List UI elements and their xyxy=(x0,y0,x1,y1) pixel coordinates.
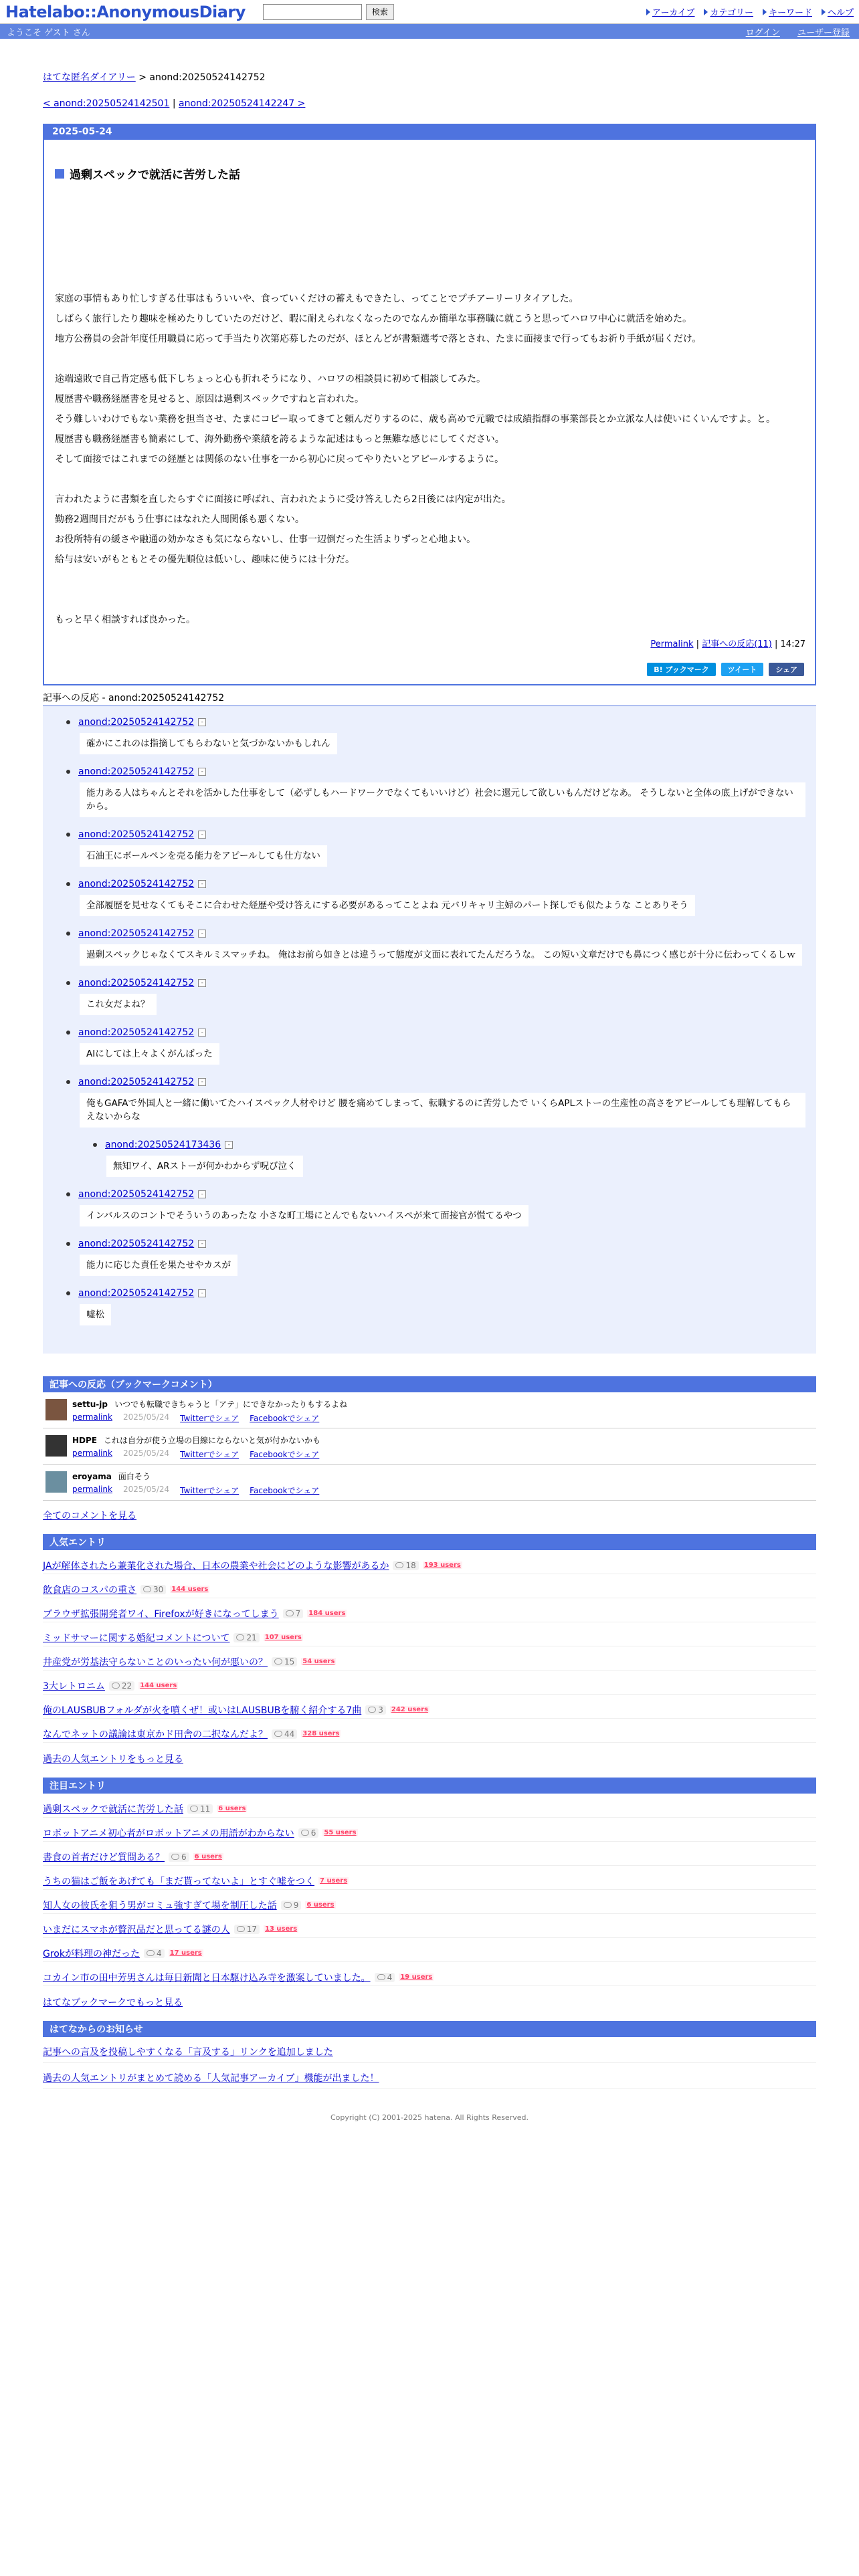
reply-item xyxy=(76,1288,805,1325)
comment-count xyxy=(233,1633,259,1642)
entry-row xyxy=(43,1581,816,1598)
reply-header xyxy=(76,1288,805,1299)
bookmark-twitter-link[interactable]: Twitterでシェア xyxy=(180,1450,240,1459)
comment-count-value: 6 xyxy=(310,1828,316,1838)
reply-text: 能力ある人はちゃんとそれを活かした仕事をして（必ずしもハードワークでなくてもいいけど）社会に還元して欲しいもんだけどなあ。 そうしないと全体の底上げができないから。 xyxy=(80,782,805,817)
all-comments-link[interactable]: 全てのコメントを見る xyxy=(43,1511,136,1521)
twitter-share-button[interactable]: ツイート xyxy=(721,663,763,676)
reply-text: AIにしては上々よくがんばった xyxy=(80,1043,219,1065)
register-link[interactable]: ユーザー登録 xyxy=(797,27,850,38)
comment-count xyxy=(272,1729,297,1739)
comment-bubble-icon xyxy=(171,1854,179,1860)
reply-text: 全部履歴を見せなくてもそこに合わせた経歴や受け答えにする必要があるってことよね 元バリキャリ主婦のパート探しでも似たような ことありそう xyxy=(80,895,695,916)
prev-entry-link[interactable]: < anond:20250524142501 xyxy=(43,98,170,109)
article-meta: Permalink | 記事への反応(11) | 14:27 xyxy=(650,639,805,649)
reply-item xyxy=(76,1027,805,1065)
reply-link[interactable]: anond:20250524142752 xyxy=(78,879,195,889)
comment-count-value: 4 xyxy=(156,1948,162,1958)
reply-item xyxy=(76,879,805,916)
bookmark-users-badge[interactable]: 6 users xyxy=(218,1805,246,1812)
search-form xyxy=(263,4,394,20)
next-entry-link[interactable]: anond:20250524142247 > xyxy=(179,98,306,109)
nav-keyword[interactable] xyxy=(763,5,812,18)
bookmark-users-badge[interactable]: 6 users xyxy=(194,1853,222,1860)
popular-list xyxy=(43,1557,816,1743)
reply-item xyxy=(76,1189,805,1226)
popular-heading: 人気エントリ xyxy=(43,1534,816,1550)
popular-more-link[interactable]: 過去の人気エントリをもっと見る xyxy=(43,1754,183,1765)
reply-item xyxy=(76,717,805,754)
comment-count xyxy=(375,1973,395,1982)
bookmark-facebook-link[interactable]: Facebookでシェア xyxy=(250,1414,320,1423)
nav-help-label: ヘルプ xyxy=(827,8,854,18)
facebook-share-button[interactable]: シェア xyxy=(769,663,804,676)
reply-item xyxy=(76,1077,805,1177)
top-nav xyxy=(646,5,854,18)
entry-row xyxy=(43,1701,816,1719)
article-time: 14:27 xyxy=(780,639,805,649)
reply-text: 能力に応じた責任を果たせやカスが xyxy=(80,1255,237,1276)
bookmark-users-badge[interactable]: 144 users xyxy=(171,1586,209,1593)
news-heading: はてなからのお知らせ xyxy=(43,2021,816,2037)
comment-count xyxy=(393,1561,418,1570)
notable-heading: 注目エントリ xyxy=(43,1778,816,1794)
notable-entries xyxy=(43,1778,816,2009)
entry-row xyxy=(43,1921,816,1938)
main-content xyxy=(0,70,859,2122)
collapse-icon[interactable]: - xyxy=(198,831,206,839)
bookmark-users-badge[interactable]: 184 users xyxy=(308,1610,346,1617)
reactions-link[interactable]: 記事への反応(11) xyxy=(702,639,772,649)
reply-text: これ女だよね？ xyxy=(80,994,157,1015)
bookmark-date: 2025/05/24 xyxy=(123,1485,170,1494)
article xyxy=(43,124,816,685)
bookmark-date: 2025/05/24 xyxy=(123,1412,170,1422)
bookmark-comment: これは自分が使う立場の目線にならないと気が付かないかも xyxy=(104,1436,321,1445)
pager-sep: | xyxy=(169,98,179,109)
bookmark-permalink[interactable]: permalink xyxy=(72,1448,112,1458)
bookmark-comment: いつでも転職できちゃうと「アテ」にできなかったりもするよね xyxy=(114,1400,347,1409)
nav-category-label: カテゴリー xyxy=(710,8,753,18)
reply-link[interactable]: anond:20250524142752 xyxy=(78,1239,195,1249)
collapse-icon[interactable]: - xyxy=(198,1078,206,1086)
reply-header xyxy=(76,1027,805,1038)
bookmark-permalink[interactable]: permalink xyxy=(72,1485,112,1494)
entry-row xyxy=(43,1800,816,1818)
welcome-bar xyxy=(0,24,859,39)
comment-count-value: 11 xyxy=(200,1804,211,1814)
site-logo[interactable]: Hatelabo::AnonymousDiary xyxy=(5,2,246,21)
nav-archive-label: アーカイブ xyxy=(652,8,695,18)
comment-bubble-icon xyxy=(377,1974,385,1980)
arrow-right-icon xyxy=(704,9,708,15)
article-paragraph: 履歴書や職務経歴書を見せると、原因は過剰スペックですねと言われた。 xyxy=(55,394,364,405)
comment-count-value: 17 xyxy=(246,1924,258,1934)
permalink-link[interactable]: Permalink xyxy=(650,639,694,649)
bookmark-date: 2025/05/24 xyxy=(123,1448,170,1458)
nested-replies xyxy=(102,1140,805,1177)
reply-link[interactable]: anond:20250524142752 xyxy=(78,829,195,840)
comment-count xyxy=(234,1925,260,1934)
bookmark-user[interactable]: HDPE xyxy=(72,1436,97,1445)
entry-row xyxy=(43,1872,816,1890)
bookmark-body xyxy=(72,1470,319,1497)
article-paragraph: 地方公務員の会計年度任用職員に応って手当たり次第応募したのだが、ほとんどが書類選考で落とされ、たまに面接まで行ってもお祈り手紙が届くだけ。 xyxy=(55,334,702,344)
pager xyxy=(43,98,816,109)
reply-text: 無知ワイ、ARストーが何かわからず呪び泣く xyxy=(106,1156,303,1177)
entry-title-link[interactable]: ミッドサマーに関する婚紀コメントについて xyxy=(43,1632,230,1644)
entry-title-link[interactable]: 過剰スペックで就活に苦労した話 xyxy=(43,1804,183,1815)
welcome-text: ようこそ ゲスト さん xyxy=(7,27,90,38)
article-date: 2025-05-24 xyxy=(44,124,815,140)
avatar[interactable] xyxy=(45,1435,67,1457)
entry-title-link[interactable]: いまだにスマホが贅沢品だと思ってる謎の人 xyxy=(43,1924,230,1935)
arrow-right-icon xyxy=(822,9,826,15)
news-link[interactable]: 過去の人気エントリがまとめて読める「人気記事アーカイブ」機能が出ました！ xyxy=(43,2073,379,2084)
entry-title-link[interactable]: 3大レトロニム xyxy=(43,1681,105,1692)
comment-count-value: 30 xyxy=(153,1584,164,1594)
bookmark-users-badge[interactable]: 107 users xyxy=(264,1634,302,1641)
comment-count-value: 15 xyxy=(284,1656,295,1667)
replies-list xyxy=(43,706,816,1354)
entry-row xyxy=(43,1557,816,1574)
comment-count xyxy=(169,1852,189,1862)
share-buttons xyxy=(44,663,815,676)
search-button[interactable]: 検索 xyxy=(366,4,394,20)
bookmark-body xyxy=(72,1398,347,1425)
bookmark-users-badge[interactable]: 242 users xyxy=(391,1706,428,1713)
reply-link[interactable]: anond:20250524142752 xyxy=(78,928,195,939)
comment-count xyxy=(109,1681,134,1691)
title-square-icon xyxy=(55,169,64,179)
reply-header xyxy=(76,1077,805,1087)
article-title xyxy=(55,165,815,182)
article-paragraph xyxy=(55,570,815,590)
comment-count-value: 4 xyxy=(387,1972,393,1982)
bookmark-twitter-link[interactable]: Twitterでシェア xyxy=(180,1486,240,1495)
entry-row xyxy=(43,1653,816,1671)
entry-title-link[interactable]: Grokが料理の神だった xyxy=(43,1948,140,1959)
comment-count-value: 6 xyxy=(181,1852,187,1862)
collapse-icon[interactable]: - xyxy=(198,880,206,888)
collapse-icon[interactable]: - xyxy=(198,718,206,726)
reply-item xyxy=(76,766,805,817)
comment-bubble-icon xyxy=(112,1683,120,1689)
bookmark-facebook-link[interactable]: Facebookでシェア xyxy=(250,1450,320,1459)
comment-bubble-icon xyxy=(274,1658,282,1665)
article-title-text: 過剰スペックで就活に苦労した話 xyxy=(70,169,240,182)
entry-row xyxy=(43,1969,816,1986)
reply-text: 俺もGAFAで外国人と一緒に働いてたハイスペック人材やけど 腰を痛めてしまって、転職するのに苦労したで いくらAPLストーの生産性の高さをアピールしても理解してもらえないからな xyxy=(80,1093,805,1128)
bookmark-list xyxy=(43,1392,816,1501)
comment-bubble-icon xyxy=(286,1610,294,1616)
entry-row xyxy=(43,1848,816,1866)
bookmark-row xyxy=(43,1465,816,1501)
bookmark-comments xyxy=(43,1376,816,1501)
article-body xyxy=(55,289,815,630)
reply-header xyxy=(76,978,805,988)
collapse-icon[interactable]: - xyxy=(198,1289,206,1297)
comment-bubble-icon xyxy=(301,1830,309,1836)
bookmark-row xyxy=(43,1392,816,1428)
bookmark-heading: 記事への反応（ブックマークコメント） xyxy=(43,1376,816,1392)
news-link[interactable]: 記事への言及を投稿しやすくなる「言及する」リンクを追加しました xyxy=(43,2047,333,2058)
article-paragraph: 途端遠敗で自己肯定感も低下しちょっと心も折れそうになり、ハロワの相談員に初めて相談してみた。 xyxy=(55,374,486,385)
breadcrumb xyxy=(43,70,816,84)
bookmark-user[interactable]: settu-jp xyxy=(72,1400,108,1409)
bookmark-facebook-link[interactable]: Facebookでシェア xyxy=(250,1486,320,1495)
entry-title-link[interactable]: 知人女の彼氏を狙う男がコミュ強すぎて場を制圧した話 xyxy=(43,1900,277,1911)
reply-link[interactable]: anond:20250524142752 xyxy=(78,766,195,777)
comment-bubble-icon xyxy=(147,1950,155,1956)
entry-title-link[interactable]: うちの猫はご飯をあげても「まだ貰ってないよ」とすぐ嘘をつく xyxy=(43,1876,314,1887)
replies-heading: 記事への反応 - anond:20250524142752 xyxy=(43,691,816,706)
reply-link[interactable]: anond:20250524142752 xyxy=(78,1077,195,1087)
bookmark-users-badge[interactable]: 55 users xyxy=(324,1829,357,1836)
comment-bubble-icon xyxy=(237,1926,245,1932)
comment-count xyxy=(298,1828,319,1838)
entry-title-link[interactable]: コカイン市の田中芳男さんは毎日新聞と日本駆け込み寺を激案していました。 xyxy=(43,1972,371,1983)
nav-keyword-label: キーワード xyxy=(768,8,812,18)
bookmark-actions xyxy=(72,1448,320,1460)
article-paragraph xyxy=(55,590,815,610)
news-item xyxy=(43,2045,816,2063)
comment-count-value: 7 xyxy=(295,1608,301,1618)
comment-count-value: 22 xyxy=(121,1681,132,1691)
comment-bubble-icon xyxy=(143,1586,151,1592)
entry-row xyxy=(43,1945,816,1962)
article-paragraph: そして面接ではこれまでの経歴とは関係のない仕事を一から初心に戻ってやりたいとアピールするように。 xyxy=(55,454,504,465)
nav-category[interactable] xyxy=(704,5,753,18)
comment-bubble-icon xyxy=(274,1731,282,1737)
reply-header xyxy=(76,1189,805,1200)
reply-item xyxy=(102,1140,805,1177)
reply-header xyxy=(102,1140,805,1150)
all-comments xyxy=(43,1509,816,1522)
bookmark-users-badge[interactable]: 7 users xyxy=(320,1877,348,1885)
article-paragraph: そう難しいわけでもない業務を担当させ、たまにコピー取ってきてと頼んだりするのに、歳も高めで元職では成績指群の事業部長とか立派な人は使いにくいんですよ。と。 xyxy=(55,414,776,425)
reply-item xyxy=(76,978,805,1015)
login-link[interactable]: ログイン xyxy=(745,27,780,38)
notable-list xyxy=(43,1800,816,1986)
reply-link[interactable]: anond:20250524142752 xyxy=(78,1027,195,1038)
entry-row xyxy=(43,1897,816,1914)
bookmark-users-badge[interactable]: 17 users xyxy=(169,1949,202,1957)
entry-title-link[interactable]: 井産党が労基法守らないことのいったい何が悪いの？ xyxy=(43,1656,268,1668)
entry-title-link[interactable]: JAが解体されたら兼業化された場合、日本の農業や社会にどのような影響があるか xyxy=(43,1560,389,1572)
reply-link[interactable]: anond:20250524142752 xyxy=(78,1288,195,1299)
collapse-icon[interactable]: - xyxy=(225,1141,233,1149)
bookmark-users-badge[interactable]: 13 users xyxy=(265,1925,298,1933)
reply-text: インバルスのコントでそういうのあったな 小さな町工場にとんでもないハイスペが来て面接官が慌てるやつ xyxy=(80,1205,529,1226)
reply-item xyxy=(76,928,805,966)
reply-text: 過剰スペックじゃなくてスキルミスマッチね。 俺はお前ら如きとは違うって態度が文面に表れてたんだろうな。 この短い文章だけでも鼻につく感じが十分に伝わってくるしｗ xyxy=(80,944,802,966)
reply-item xyxy=(76,829,805,867)
entry-title-link[interactable]: 飲食店のコスパの重さ xyxy=(43,1584,136,1596)
article-paragraph: 勤務2週間目だがもう仕事にはなれた人間関係も悪くない。 xyxy=(55,514,304,525)
entry-row xyxy=(43,1629,816,1646)
notable-more-link[interactable]: はてなブックマークでもっと見る xyxy=(43,1998,183,2008)
reply-text: 石油王にボールペンを売る能力をアピールしても仕方ない xyxy=(80,845,327,867)
comment-count-value: 44 xyxy=(284,1729,295,1739)
bookmark-top xyxy=(72,1434,320,1446)
article-paragraph: もっと早く相談すれば良かった。 xyxy=(55,615,195,625)
reply-link[interactable]: anond:20250524142752 xyxy=(78,717,195,728)
bookmark-users-badge[interactable]: 144 users xyxy=(140,1682,177,1689)
article-paragraph: しばらく旅行したり趣味を極めたりしていたのだけど、暇に耐えられなくなったのでなんか簡単な事務職に就こうと思ってハロワ中心に就活を始めた。 xyxy=(55,314,692,324)
collapse-icon[interactable]: - xyxy=(198,979,206,987)
reply-header xyxy=(76,717,805,728)
entry-row xyxy=(43,1605,816,1622)
comment-count xyxy=(283,1609,304,1618)
reply-header xyxy=(76,928,805,939)
news-item xyxy=(43,2071,816,2089)
search-input[interactable] xyxy=(263,4,362,20)
article-paragraph xyxy=(55,349,815,369)
breadcrumb-home[interactable]: はてな匿名ダイアリー xyxy=(43,72,136,83)
entry-title-link[interactable]: ロボットアニメ初心者がロボットアニメの用語がわからない xyxy=(43,1828,294,1839)
hatena-news xyxy=(43,2021,816,2089)
entry-row xyxy=(43,1725,816,1743)
reply-header xyxy=(76,1239,805,1249)
arrow-right-icon xyxy=(646,9,650,15)
hatena-bookmark-button[interactable]: B! ブックマーク xyxy=(647,663,715,676)
bookmark-users-badge[interactable]: 193 users xyxy=(423,1562,461,1569)
bookmark-top xyxy=(72,1470,319,1482)
comment-count xyxy=(140,1585,166,1594)
news-list xyxy=(43,2045,816,2089)
bookmark-users-badge[interactable]: 19 users xyxy=(400,1973,433,1981)
collapse-icon[interactable]: - xyxy=(198,768,206,776)
breadcrumb-current: anond:20250524142752 xyxy=(149,72,266,83)
bookmark-twitter-link[interactable]: Twitterでシェア xyxy=(180,1414,240,1423)
reply-text: 嘘松 xyxy=(80,1304,111,1325)
entry-row xyxy=(43,1677,816,1695)
reply-item xyxy=(76,1239,805,1276)
comment-count xyxy=(281,1901,302,1910)
nav-archive[interactable] xyxy=(646,5,695,18)
reply-header xyxy=(76,766,805,777)
entry-title-link[interactable]: ブラウザ拡張開発者ワイ、Firefoxが好きになってしまう xyxy=(43,1608,279,1620)
comment-count xyxy=(365,1705,386,1715)
collapse-icon[interactable]: - xyxy=(198,930,206,938)
bookmark-actions xyxy=(72,1412,347,1424)
collapse-icon[interactable]: - xyxy=(198,1240,206,1248)
bookmark-users-badge[interactable]: 6 users xyxy=(306,1901,335,1909)
reply-header xyxy=(76,829,805,840)
bookmark-row xyxy=(43,1428,816,1465)
article-paragraph: 給与は安いがもともとその優先順位は低いし、趣味に使うには十分だ。 xyxy=(55,554,355,565)
comment-bubble-icon xyxy=(190,1806,198,1812)
breadcrumb-sep: > xyxy=(135,72,150,83)
arrow-right-icon xyxy=(763,9,767,15)
reply-header xyxy=(76,879,805,889)
entry-title-link[interactable]: 俺のLAUSBUBフォルダが火を噴くぜ！或いはLAUSBUBを腑く紹介する7曲 xyxy=(43,1705,362,1716)
article-paragraph: 家庭の事情もあり忙しすぎる仕事はもういいや、食っていくだけの蓄えもできたし、ってことでプチアーリーリタイアした。 xyxy=(55,294,579,304)
collapse-icon[interactable]: - xyxy=(198,1029,206,1037)
entry-row xyxy=(43,1824,816,1842)
comment-count xyxy=(272,1657,297,1667)
article-paragraph: お役所特有の緩さや融通の効かなさも気にならないし、仕事一辺倒だった生活よりずっと心地よい。 xyxy=(55,534,476,545)
comment-bubble-icon xyxy=(284,1902,292,1908)
reply-link[interactable]: anond:20250524142752 xyxy=(78,1189,195,1200)
bookmark-users-badge[interactable]: 54 users xyxy=(302,1658,335,1665)
avatar[interactable] xyxy=(45,1399,67,1420)
bookmark-users-badge[interactable]: 328 users xyxy=(302,1730,340,1737)
comment-count xyxy=(187,1804,213,1814)
article-paragraph: 履歴書も職務経歴書も簡素にして、海外勤務や業績を誇るような記述はもっと無難な感じにしてください。 xyxy=(55,434,504,445)
bookmark-comment: 面白そう xyxy=(118,1472,151,1481)
bookmark-top xyxy=(72,1398,347,1410)
comment-count-value: 9 xyxy=(293,1900,299,1910)
nav-help[interactable] xyxy=(822,5,854,18)
popular-entries xyxy=(43,1534,816,1765)
footer: Copyright (C) 2001-2025 hatena. All Rights Reserved. xyxy=(330,2113,529,2122)
bookmark-user[interactable]: eroyama xyxy=(72,1472,112,1481)
reply-link[interactable]: anond:20250524173436 xyxy=(105,1140,221,1150)
header xyxy=(0,0,859,24)
entry-title-link[interactable]: 書食の首者だけど質問ある？ xyxy=(43,1852,165,1863)
reply-link[interactable]: anond:20250524142752 xyxy=(78,978,195,988)
comment-count xyxy=(144,1949,165,1958)
comment-bubble-icon xyxy=(395,1562,403,1568)
comment-count-value: 21 xyxy=(246,1632,257,1642)
bookmark-permalink[interactable]: permalink xyxy=(72,1412,112,1422)
reply-text: 確かにこれのは指摘してもらわないと気づかないかもしれん xyxy=(80,733,337,754)
bookmark-actions xyxy=(72,1485,319,1496)
article-paragraph: 言われたように書類を直したらすぐに面接に呼ばれ、言われたように受け答えしたら2日後には内定が出た。 xyxy=(55,494,511,505)
avatar[interactable] xyxy=(45,1471,67,1493)
comment-bubble-icon xyxy=(368,1707,376,1713)
bookmark-body xyxy=(72,1434,320,1461)
article-paragraph xyxy=(55,469,815,490)
entry-title-link[interactable]: なんでネットの議論は東京かド田舎の二択なんだよ？ xyxy=(43,1729,268,1740)
comment-count-value: 3 xyxy=(378,1705,383,1715)
comment-bubble-icon xyxy=(236,1634,244,1640)
collapse-icon[interactable]: - xyxy=(198,1190,206,1198)
comment-count-value: 18 xyxy=(405,1560,416,1570)
